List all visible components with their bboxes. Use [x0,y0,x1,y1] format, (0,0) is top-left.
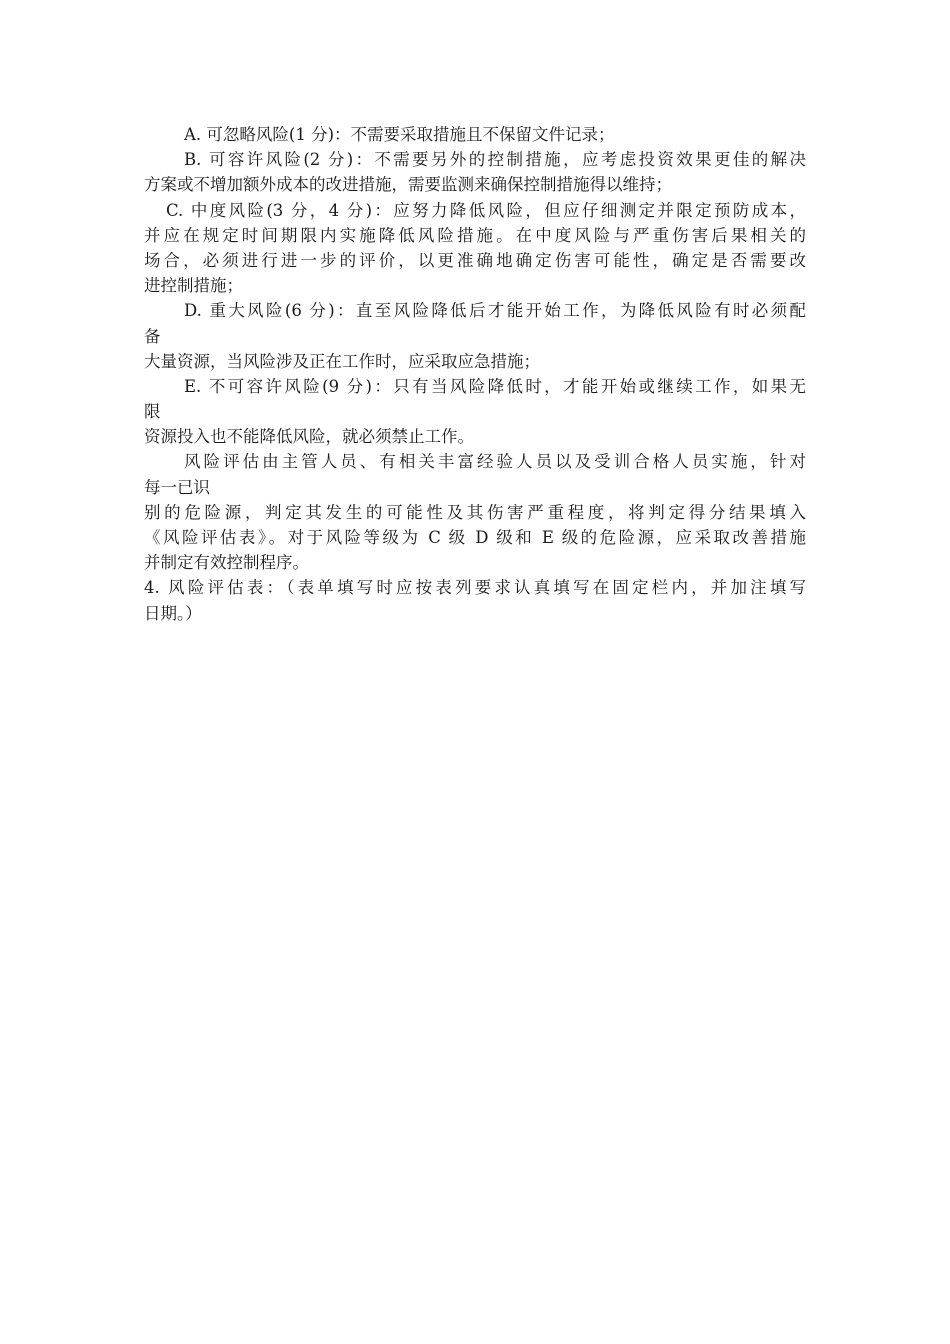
risk-level-d-line-1: D. 重大风险(6 分)：直至风险降低后才能开始工作，为降低风险有时必须配 [184,301,806,321]
risk-level-e-line-3: 资源投入也不能降低风险，就必须禁止工作。 [144,427,474,447]
assessment-paragraph-line-3: 别的危险源，判定其发生的可能性及其伤害严重程度，将判定得分结果填入 [144,502,806,522]
risk-level-e-line-2: 限 [144,402,161,422]
risk-level-b-line-1: B. 可容许风险(2 分)：不需要另外的控制措施，应考虑投资效果更佳的解决 [184,150,806,170]
section-4-heading-line-2: 日期。） [144,603,202,623]
risk-level-c-line-2: 并应在规定时间期限内实施降低风险措施。在中度风险与严重伤害后果相关的 [144,225,806,245]
risk-level-e-line-1: E. 不可容许风险(9 分)：只有当风险降低时，才能开始或继续工作，如果无 [184,376,806,396]
assessment-paragraph-line-2: 每一已识 [144,477,210,497]
risk-level-d-line-2: 备 [144,326,161,346]
risk-level-b-line-2: 方案或不增加额外成本的改进措施，需要监测来确保控制措施得以维持； [144,175,672,195]
risk-level-c-line-4: 进控制措施； [144,276,243,296]
risk-level-c-line-3: 场合，必须进行进一步的评价，以更准确地确定伤害可能性，确定是否需要改 [144,250,806,270]
assessment-paragraph-line-5: 并制定有效控制程序。 [144,553,309,573]
assessment-paragraph-line-4: 《风险评估表》。对于风险等级为 C 级 D 级和 E 级的危险源，应采取改善措施 [144,528,806,547]
risk-level-c-line-1: C. 中度风险(3 分，4 分)：应努力降低风险，但应仔细测定并限定预防成本， [166,200,806,220]
assessment-paragraph-line-1: 风险评估由主管人员、有相关丰富经验人员以及受训合格人员实施，针对 [184,452,806,472]
section-4-heading-line-1: 4. 风险评估表：（表单填写时应按表列要求认真填写在固定栏内，并加注填写 [144,578,806,598]
risk-level-d-line-3: 大量资源，当风险涉及正在工作时，应采取应急措施； [144,351,540,371]
document-body [144,122,806,626]
risk-level-a-line: A. 可忽略风险(1 分)：不需要采取措施且不保留文件记录； [184,125,615,144]
